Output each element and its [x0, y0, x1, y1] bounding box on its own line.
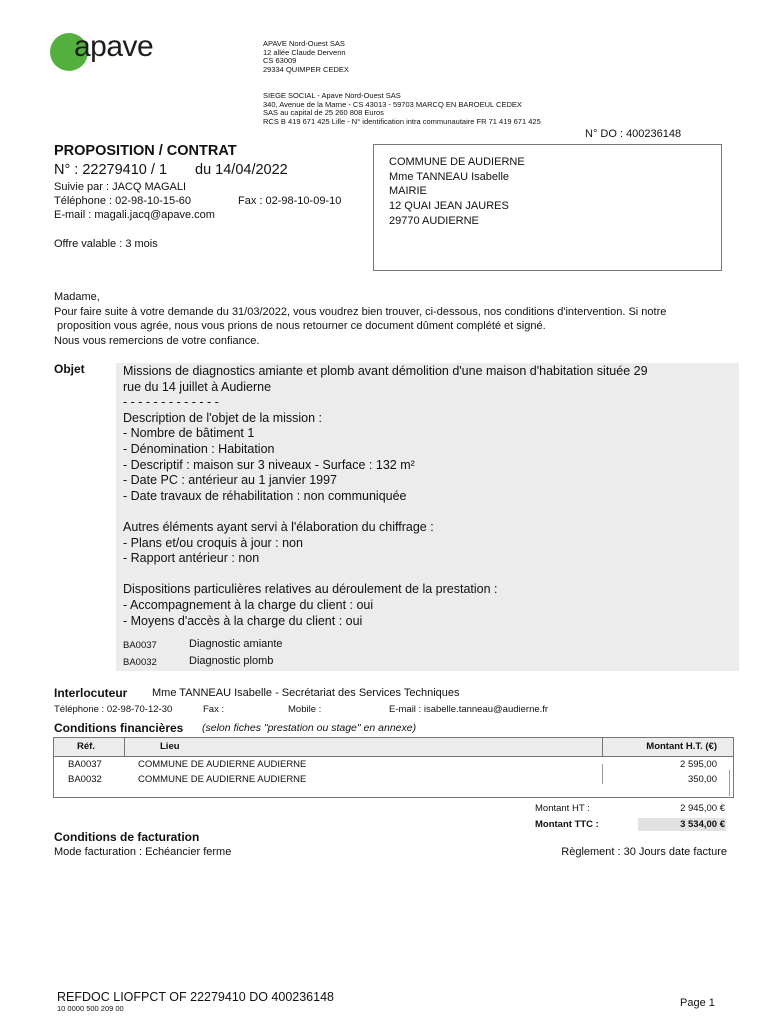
row-montant: 2 595,00 [680, 759, 717, 770]
objet-spacer [123, 504, 648, 520]
objet-line: Missions de diagnostics amiante et plomb avant démolition d'une maison d'habitation située 29 [123, 364, 648, 378]
apave-logo-text: apave [74, 30, 154, 63]
letter-body [54, 290, 666, 348]
objet-spacer [123, 567, 648, 583]
objet-line: - Plans et/ou croquis à jour : non [123, 535, 303, 550]
siege-line: SIEGE SOCIAL - Apave Nord-Ouest SAS [263, 91, 401, 100]
montant-ttc-label: Montant TTC : [535, 819, 599, 830]
interlocuteur-fax: Fax : [203, 704, 225, 715]
interlocuteur-telephone: Téléphone : 02-98-70-12-30 [54, 704, 173, 715]
siege-line: 340, Avenue de la Marne - CS 43013 - 59703 MARCQ EN BAROEUL CEDEX [263, 99, 522, 109]
col-lieu-header: Lieu [160, 741, 180, 752]
col-divider [729, 770, 730, 796]
objet-line: - Date travaux de réhabilitation : non communiquée [123, 488, 407, 503]
interlocuteur-email: E-mail : isabelle.tanneau@audierne.fr [389, 704, 549, 715]
contract-date: du 14/04/2022 [195, 162, 288, 178]
agency-line: 12 allée Claude Dervenn [263, 47, 346, 57]
objet-line: - Nombre de bâtiment 1 [123, 426, 255, 441]
montant-ttc-value: 3 534,00 € [680, 819, 725, 830]
objet-line: - Moyens d'accès à la charge du client : oui [123, 613, 363, 628]
row-lieu: COMMUNE DE AUDIERNE AUDIERNE [138, 759, 307, 770]
contract-number: N° : 22279410 / 1 [54, 162, 168, 178]
row-montant: 350,00 [687, 774, 717, 785]
facturation-title: Conditions de facturation [54, 830, 200, 844]
do-number: N° DO : 400236148 [585, 128, 682, 140]
agency-line: APAVE Nord-Ouest SAS [263, 39, 345, 48]
footer-ref: REFDOC LIOFPCT OF 22279410 DO 400236148 [57, 990, 334, 1004]
recipient-line: COMMUNE DE AUDIERNE [389, 156, 525, 168]
mission-label: Diagnostic amiante [189, 638, 283, 650]
email: E-mail : magali.jacq@apave.com [54, 209, 215, 221]
recipient-line: MAIRIE [389, 185, 427, 198]
siege-line: RCS B 419 671 425 Lille - N° identification intra communautaire FR 71 419 671 425 [263, 116, 541, 126]
objet-label: Objet [54, 362, 85, 376]
col-divider [124, 738, 125, 756]
col-divider [602, 738, 603, 756]
agency-address [263, 40, 349, 74]
recipient-address [389, 155, 525, 229]
conditions-subtitle: (selon fiches "prestation ou stage" en annexe) [202, 722, 417, 734]
row-ref: BA0032 [68, 774, 102, 785]
page-number: Page 1 [680, 997, 715, 1009]
objet-line: - Descriptif : maison sur 3 niveaux - Surface : 132 m² [123, 457, 415, 472]
agency-line: CS 63009 [263, 56, 297, 66]
letter-line: proposition vous agrée, nous vous prions de nous retourner ce document dûment complété et signé. [54, 320, 546, 332]
objet-line: - - - - - - - - - - - - - [123, 395, 219, 410]
fax: Fax : 02-98-10-09-10 [238, 195, 342, 207]
interlocuteur-name: Mme TANNEAU Isabelle - Secrétariat des Services Techniques [152, 687, 460, 699]
letter-line: Nous vous remercions de votre confiance. [54, 334, 260, 347]
facturation-reglement: Règlement : 30 Jours date facture [561, 846, 727, 858]
mission-label: Diagnostic plomb [189, 655, 274, 667]
objet-line: - Date PC : antérieur au 1 janvier 1997 [123, 473, 338, 488]
objet-description [123, 364, 648, 629]
facturation-mode: Mode facturation : Echéancier ferme [54, 846, 232, 858]
telephone: Téléphone : 02-98-10-15-60 [54, 195, 191, 207]
objet-line: - Dénomination : Habitation [123, 441, 275, 456]
suivie-par: Suivie par : JACQ MAGALI [54, 181, 187, 193]
agency-line: 29334 QUIMPER CEDEX [263, 64, 349, 74]
objet-line: rue du 14 juillet à Audierne [123, 379, 272, 394]
montant-ht-label: Montant HT : [535, 803, 590, 814]
row-lieu: COMMUNE DE AUDIERNE AUDIERNE [138, 774, 307, 785]
recipient-line: 12 QUAI JEAN JAURES [389, 200, 509, 213]
objet-line: Autres éléments ayant servi à l'élaboration du chiffrage : [123, 519, 434, 534]
col-ref-header: Réf. [77, 741, 95, 752]
recipient-line: 29770 AUDIERNE [389, 214, 479, 227]
siege-line: SAS au capital de 25 260 808 Euros [263, 108, 384, 118]
recipient-line: Mme TANNEAU Isabelle [389, 170, 510, 183]
page-title: PROPOSITION / CONTRAT [54, 143, 237, 159]
mission-code: BA0037 [123, 640, 157, 651]
objet-line: - Rapport antérieur : non [123, 551, 260, 566]
footer-code: 10 0000 500 209 00 [57, 1004, 124, 1013]
interlocuteur-label: Interlocuteur [54, 686, 128, 700]
mission-code: BA0032 [123, 657, 157, 668]
offre-valable: Offre valable : 3 mois [54, 238, 158, 250]
conditions-title: Conditions financières [54, 721, 184, 735]
siege-address [263, 92, 541, 126]
interlocuteur-mobile: Mobile : [288, 704, 322, 715]
objet-line: Dispositions particulières relatives au déroulement de la prestation : [123, 582, 498, 597]
letter-line: Madame, [54, 291, 100, 303]
row-ref: BA0037 [68, 759, 102, 770]
montant-ht-value: 2 945,00 € [680, 803, 725, 814]
objet-line: Description de l'objet de la mission : [123, 410, 323, 425]
letter-line: Pour faire suite à votre demande du 31/03/2022, vous voudrez bien trouver, ci-dessous, nos conditions d'intervention. Si notre [54, 305, 667, 318]
objet-line: - Accompagnement à la charge du client : oui [123, 597, 374, 612]
col-divider [602, 764, 603, 784]
col-montant-header: Montant H.T. (€) [646, 741, 717, 752]
